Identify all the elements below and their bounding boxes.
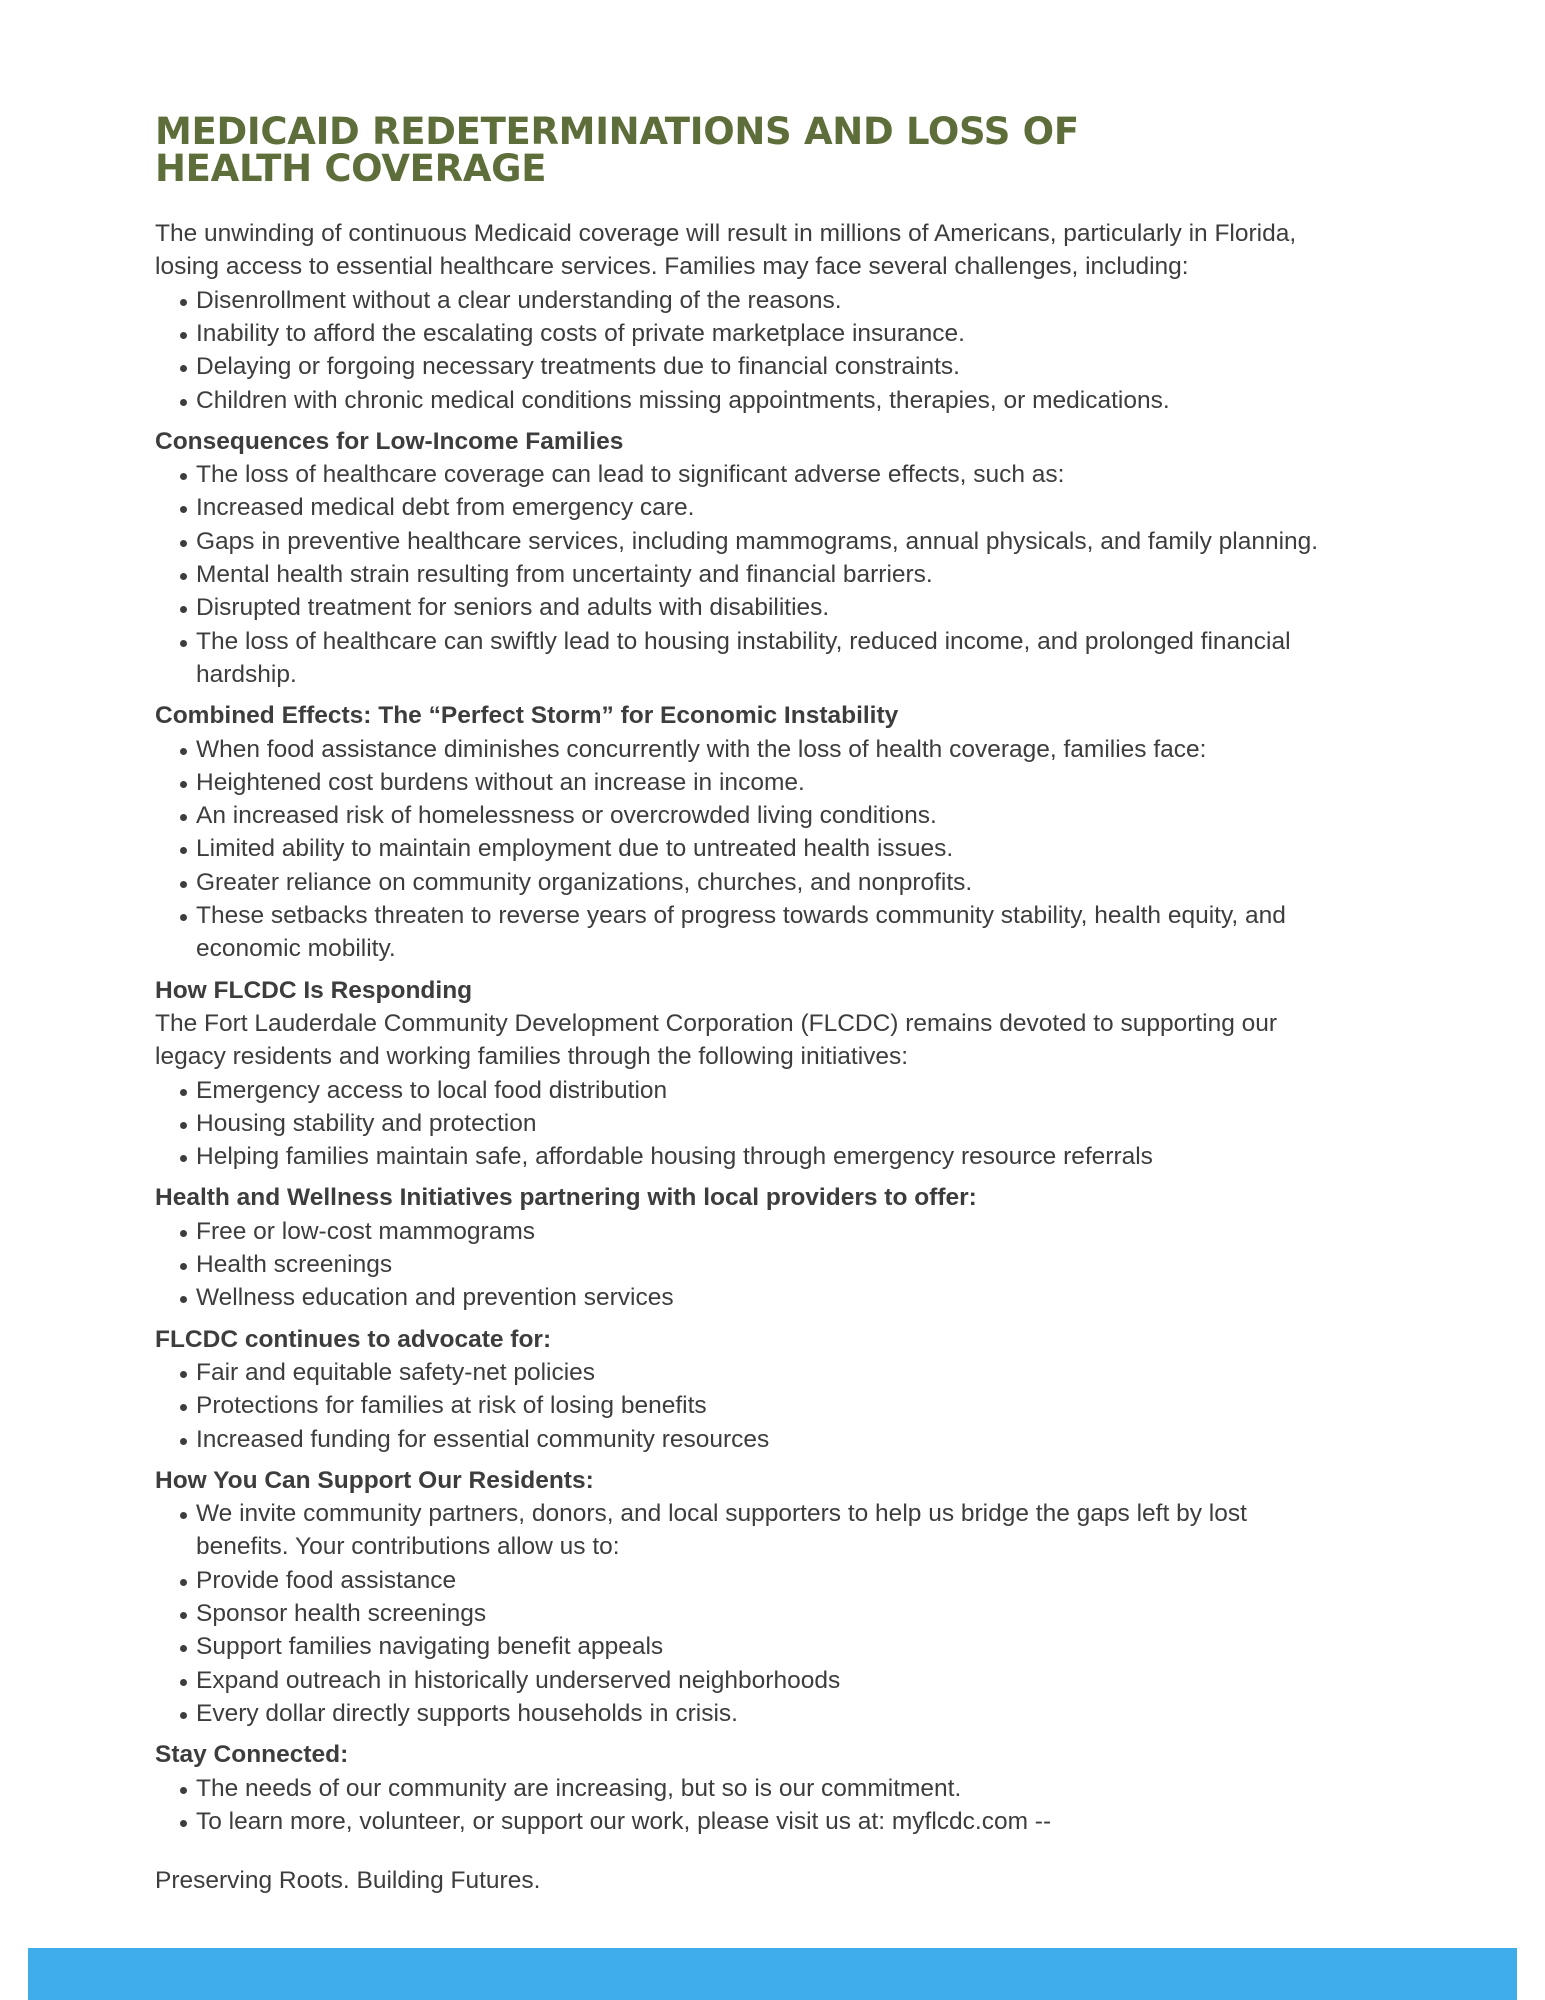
- bullet-icon: [180, 606, 187, 613]
- bullet-icon: [180, 1579, 187, 1586]
- bullet-icon: [180, 365, 187, 372]
- list-item: Limited ability to maintain employment due to untreated health issues.: [196, 835, 954, 863]
- bullet-icon: [180, 847, 187, 854]
- bullet-icon: [180, 473, 187, 480]
- list-item: Helping families maintain safe, affordable housing through emergency resource referrals: [196, 1143, 1153, 1171]
- bullet-icon: [180, 1820, 187, 1827]
- bullet-icon: [180, 781, 187, 788]
- bullet-icon: [180, 540, 187, 547]
- bullet-icon: [180, 1438, 187, 1445]
- page-title-line-2: HEALTH COVERAGE: [155, 147, 547, 190]
- list-item-continuation: hardship.: [196, 660, 297, 688]
- paragraph-line: The unwinding of continuous Medicaid coverage will result in millions of Americans, particularly in Florida,: [155, 220, 1297, 247]
- bullet-icon: [180, 506, 187, 513]
- section-heading: FLCDC continues to advocate for:: [155, 1325, 552, 1353]
- list-item-continuation: economic mobility.: [196, 935, 396, 963]
- paragraph-line: losing access to essential healthcare services. Families may face several challenges, including:: [155, 253, 1189, 281]
- bullet-icon: [180, 1512, 187, 1519]
- list-item: Expand outreach in historically underserved neighborhoods: [196, 1666, 841, 1694]
- list-item: Provide food assistance: [196, 1566, 457, 1594]
- list-item: Disrupted treatment for seniors and adults with disabilities.: [196, 594, 830, 622]
- bullet-icon: [180, 748, 187, 755]
- list-item: Greater reliance on community organizations, churches, and nonprofits.: [196, 868, 973, 896]
- list-item: Every dollar directly supports households in crisis.: [196, 1699, 738, 1727]
- list-item: Support families navigating benefit appeals: [196, 1633, 664, 1661]
- bullet-icon: [180, 881, 187, 888]
- list-item: Inability to afford the escalating costs of private marketplace insurance.: [196, 319, 965, 347]
- bullet-icon: [180, 1404, 187, 1411]
- list-item: Protections for families at risk of losing benefits: [196, 1392, 707, 1420]
- list-item: Children with chronic medical conditions missing appointments, therapies, or medications.: [196, 386, 1170, 414]
- bullet-icon: [180, 1645, 187, 1652]
- section-heading: How You Can Support Our Residents:: [155, 1466, 594, 1494]
- bullet-icon: [180, 640, 187, 647]
- list-item: To learn more, volunteer, or support our work, please visit us at: myflcdc.com --: [196, 1807, 1052, 1835]
- bullet-icon: [180, 1155, 187, 1162]
- list-item: The needs of our community are increasing, but so is our commitment.: [196, 1774, 962, 1802]
- bullet-icon: [180, 332, 187, 339]
- list-item: Housing stability and protection: [196, 1109, 537, 1137]
- list-item: Sponsor health screenings: [196, 1600, 487, 1627]
- list-item: Mental health strain resulting from uncertainty and financial barriers.: [196, 561, 933, 588]
- bullet-icon: [180, 1679, 187, 1686]
- section-heading: Stay Connected:: [155, 1741, 349, 1769]
- list-item: Increased funding for essential community resources: [196, 1425, 770, 1453]
- list-item: Delaying or forgoing necessary treatments due to financial constraints.: [196, 353, 960, 381]
- section-heading: Health and Wellness Initiatives partnering with local providers to offer:: [155, 1184, 977, 1212]
- list-item: These setbacks threaten to reverse years of progress towards community stability, health equity, and: [196, 902, 1286, 929]
- list-item: Health screenings: [196, 1251, 393, 1278]
- list-item: Free or low-cost mammograms: [196, 1217, 535, 1245]
- bullet-icon: [180, 1712, 187, 1719]
- list-item: Wellness education and prevention services: [196, 1284, 674, 1312]
- tagline: Preserving Roots. Building Futures.: [155, 1867, 541, 1894]
- bullet-icon: [180, 1296, 187, 1303]
- bullet-icon: [180, 1371, 187, 1378]
- list-item: Emergency access to local food distribution: [196, 1076, 668, 1104]
- list-item: The loss of healthcare coverage can lead to significant adverse effects, such as:: [196, 461, 1065, 489]
- bullet-icon: [180, 573, 187, 580]
- paragraph-line: legacy residents and working families through the following initiatives:: [155, 1043, 909, 1071]
- section-heading: Combined Effects: The “Perfect Storm” for Economic Instability: [155, 702, 899, 730]
- bullet-icon: [180, 1787, 187, 1794]
- list-item: Fair and equitable safety-net policies: [196, 1358, 596, 1386]
- footer-color-bar: [28, 1948, 1517, 2000]
- bullet-icon: [180, 399, 187, 406]
- list-item-continuation: benefits. Your contributions allow us to:: [196, 1533, 620, 1561]
- bullet-icon: [180, 1230, 187, 1237]
- list-item: We invite community partners, donors, and local supporters to help us bridge the gaps left by lost: [196, 1500, 1247, 1528]
- bullet-icon: [180, 299, 187, 306]
- list-item: When food assistance diminishes concurrently with the loss of health coverage, families face:: [196, 735, 1207, 763]
- list-item: An increased risk of homelessness or overcrowded living conditions.: [196, 802, 937, 830]
- bullet-icon: [180, 814, 187, 821]
- list-item: Disenrollment without a clear understanding of the reasons.: [196, 286, 842, 314]
- paragraph-line: The Fort Lauderdale Community Development Corporation (FLCDC) remains devoted to supporting our: [155, 1009, 1278, 1037]
- bullet-icon: [180, 1122, 187, 1129]
- bullet-icon: [180, 914, 187, 921]
- bullet-icon: [180, 1612, 187, 1619]
- section-heading: How FLCDC Is Responding: [155, 976, 473, 1004]
- bullet-icon: [180, 1089, 187, 1096]
- bullet-icon: [180, 1263, 187, 1270]
- section-heading: Consequences for Low-Income Families: [155, 427, 624, 455]
- list-item: Gaps in preventive healthcare services, including mammograms, annual physicals, and family planning.: [196, 527, 1319, 555]
- list-item: Heightened cost burdens without an increase in income.: [196, 768, 805, 796]
- page-title-line-1: MEDICAID REDETERMINATIONS AND LOSS OF: [155, 110, 1079, 153]
- list-item: Increased medical debt from emergency care.: [196, 494, 695, 522]
- list-item: The loss of healthcare can swiftly lead to housing instability, reduced income, and prolonged financial: [196, 627, 1291, 655]
